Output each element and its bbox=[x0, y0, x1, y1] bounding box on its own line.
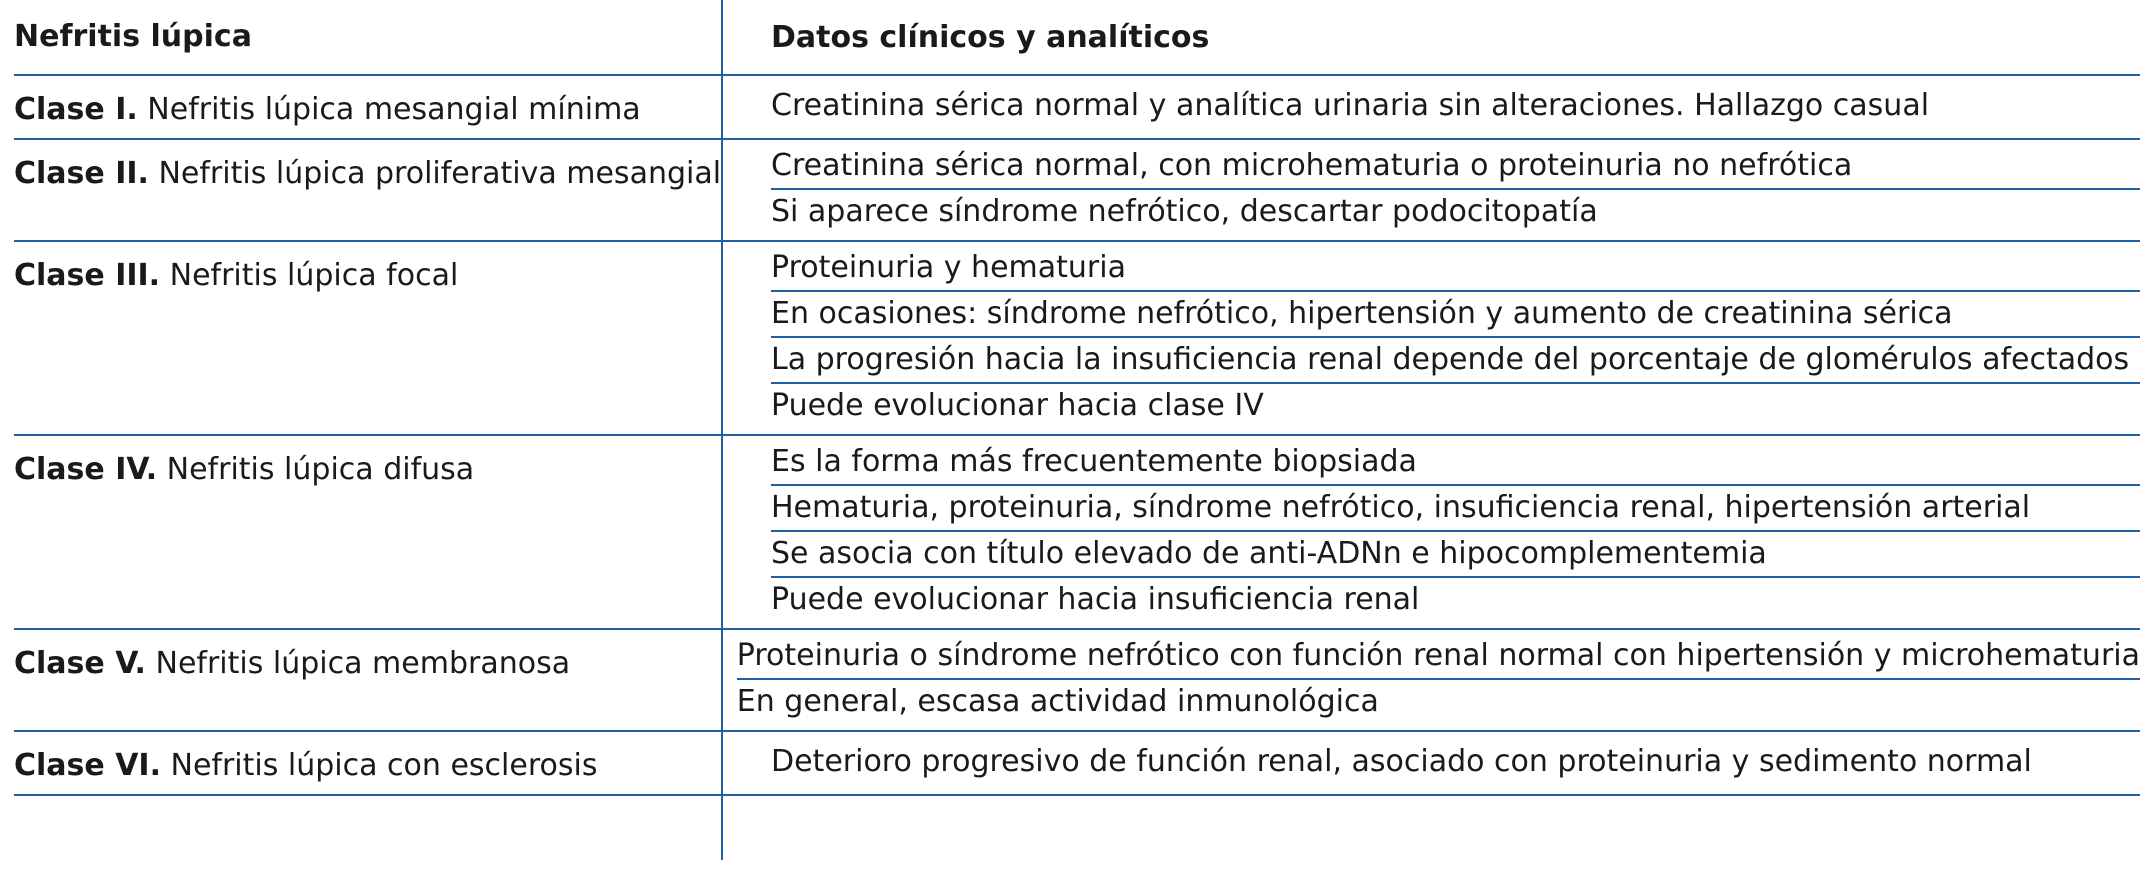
data-item: Creatinina sérica normal y analítica urinaria sin alteraciones. Hallazgo casual bbox=[771, 88, 1930, 123]
data-item: Deterioro progresivo de función renal, asociado con proteinuria y sedimento normal bbox=[771, 744, 2032, 779]
data-item: Proteinuria o síndrome nefrótico con función renal normal con hipertensión y microhematuria bbox=[737, 634, 2140, 680]
class-name: Nefritis lúpica focal bbox=[169, 258, 459, 293]
class-label: Clase VI. bbox=[14, 748, 161, 783]
class-cell bbox=[14, 242, 721, 434]
lupus-nephritis-table bbox=[14, 0, 2140, 796]
class-label: Clase III. bbox=[14, 258, 161, 293]
data-cell bbox=[687, 630, 2140, 730]
data-item: Proteinuria y hematuria bbox=[771, 246, 2140, 292]
class-label: Clase V. bbox=[14, 646, 146, 681]
table-row bbox=[14, 140, 2140, 242]
data-item: Puede evolucionar hacia insuficiencia renal bbox=[771, 582, 1420, 617]
table-header bbox=[14, 0, 2140, 76]
class-label: Clase I. bbox=[14, 92, 138, 127]
header-data-column bbox=[721, 20, 2140, 55]
table-row bbox=[14, 76, 2140, 140]
data-item: En ocasiones: síndrome nefrótico, hipertensión y aumento de creatinina sérica bbox=[771, 292, 2140, 338]
class-cell bbox=[14, 732, 721, 794]
class-cell bbox=[14, 140, 721, 240]
class-name: Nefritis lúpica membranosa bbox=[155, 646, 571, 681]
class-label: Clase IV. bbox=[14, 452, 158, 487]
data-item: La progresión hacia la insuficiencia renal depende del porcentaje de glomérulos afectados bbox=[771, 338, 2140, 384]
class-name: Nefritis lúpica mesangial mínima bbox=[147, 92, 641, 127]
data-item: Puede evolucionar hacia clase IV bbox=[771, 388, 1264, 423]
data-cell bbox=[721, 76, 2140, 138]
class-cell bbox=[14, 76, 721, 138]
table-row bbox=[14, 732, 2140, 796]
data-cell bbox=[721, 140, 2140, 240]
table-row bbox=[14, 436, 2140, 630]
data-cell bbox=[721, 242, 2140, 434]
class-name: Nefritis lúpica con esclerosis bbox=[170, 748, 598, 783]
data-cell bbox=[721, 436, 2140, 628]
data-item: Es la forma más frecuentemente biopsiada bbox=[771, 440, 2140, 486]
class-name: Nefritis lúpica difusa bbox=[166, 452, 475, 487]
header-data-label: Datos clínicos y analíticos bbox=[771, 19, 1210, 55]
data-item: En general, escasa actividad inmunológica bbox=[736, 684, 1379, 719]
table-row bbox=[14, 630, 2140, 732]
table-row bbox=[14, 242, 2140, 436]
data-item: Creatinina sérica normal, con microhematuria o proteinuria no nefrótica bbox=[771, 144, 2140, 190]
data-item: Hematuria, proteinuria, síndrome nefrótico, insuficiencia renal, hipertensión arterial bbox=[771, 486, 2140, 532]
class-label: Clase II. bbox=[14, 156, 149, 191]
data-cell bbox=[721, 732, 2140, 794]
header-class-column: Nefritis lúpica bbox=[14, 19, 252, 54]
class-name: Nefritis lúpica proliferativa mesangial bbox=[158, 156, 722, 191]
table-body bbox=[14, 76, 2140, 796]
data-item: Se asocia con título elevado de anti-ADNn e hipocomplementemia bbox=[771, 532, 2140, 578]
class-cell bbox=[14, 630, 687, 730]
data-item: Si aparece síndrome nefrótico, descartar podocitopatía bbox=[771, 194, 1598, 229]
class-cell bbox=[14, 436, 721, 628]
